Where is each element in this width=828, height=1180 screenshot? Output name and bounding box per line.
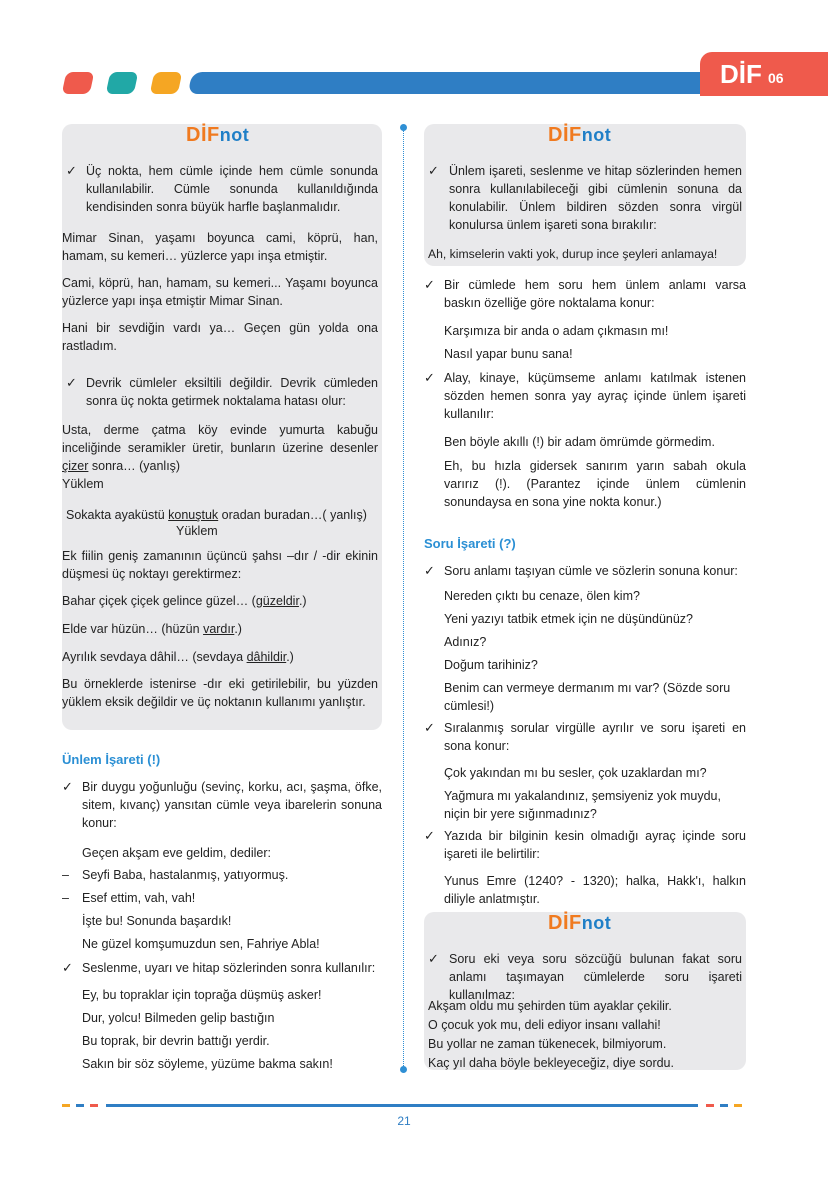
exclamation-example-7: Dur, yolcu! Bilmeden gelip bastığın: [82, 1011, 275, 1025]
left-note-example-2: Cami, köprü, han, hamam, su kemeri... Yaşamı boyunca yüzlerce yapı inşa etmiştir Mimar Sinan.: [62, 276, 378, 308]
header-tab-red: [62, 72, 95, 94]
footer-dash-orange-right: [734, 1104, 742, 1107]
example-5-verb: konuştuk: [168, 508, 219, 522]
question-example-3: Adınız?: [444, 635, 487, 649]
example-8-tail: .): [286, 650, 294, 664]
exclamation-section-title: Ünlem İşareti (!): [62, 752, 161, 767]
example-6-text: Bahar çiçek çiçek gelince güzel… (: [62, 594, 256, 608]
right-item-example-1: Karşımıza bir anda o adam çıkmasın mı!: [444, 324, 669, 338]
left-note-item-1: Üç nokta, hem cümle içinde hem cümle sonunda kullanılabilir. Cümle sonunda kullanıldığında kendisinden sonra büyük harfle başlanmalıdır.: [86, 164, 378, 214]
example-8-text: Ayrılık sevdaya dâhil… (sevdaya: [62, 650, 247, 664]
bottom-note-example-3: Bu yollar ne zaman tükenecek, bilmiyorum.: [428, 1037, 667, 1051]
example-5-label: Yüklem: [176, 524, 218, 538]
example-5-text: Sokakta ayaküstü: [66, 508, 169, 522]
left-note-title: [186, 126, 249, 144]
right-note-title: [548, 126, 611, 144]
example-4-label: Yüklem: [62, 477, 104, 491]
right-item-example-3: Ben böyle akıllı (!) bir adam ömrümde görmedim.: [444, 435, 715, 449]
left-note-example-7: [62, 620, 382, 638]
exclamation-example-6: Ey, bu topraklar için toprağa düşmüş asker!: [82, 988, 322, 1002]
example-7-tail: .): [234, 622, 242, 636]
page-number: 21: [397, 1114, 411, 1128]
footer-line: [106, 1104, 698, 1107]
exclamation-example-8: Bu toprak, bir devrin battığı yerdir.: [82, 1034, 270, 1048]
header-bar: [188, 72, 733, 94]
example-8-verb: dâhildir: [246, 650, 287, 664]
right-item-2: Alay, kinaye, küçümseme anlamı katılmak istenen sözden hemen sonra yay ayraç içinde ünlem işareti kullanılır:: [444, 371, 746, 421]
header-tab-orange: [150, 72, 183, 94]
check-icon: ✓: [428, 163, 439, 178]
example-5-tail: oradan buradan…( yanlış): [218, 508, 367, 522]
right-item-1: Bir cümlede hem soru hem ünlem anlamı varsa baskın özelliğe göre noktalama konur:: [444, 278, 746, 310]
column-divider: [403, 127, 405, 1070]
example-4-text: Usta, derme çatma köy evinde yumurta kabuğu inceliğinde seramikler üretir, bunların üzerine desenler: [62, 423, 378, 455]
note-title-not: not: [581, 125, 612, 145]
note-title-dif: DİF: [548, 912, 582, 934]
example-4-tail: sonra… (yanlış): [88, 459, 181, 473]
left-note-item-2: Devrik cümleler eksiltili değildir. Devrik cümleden sonra üç nokta getirmek noktalama hatası olur:: [86, 376, 378, 408]
footer-dash-blue-right: [720, 1104, 728, 1107]
bottom-note-item-1: Soru eki veya soru sözcüğü bulunan fakat soru anlamı taşımayan cümlelerde soru işareti kullanılmaz:: [449, 952, 742, 1002]
check-icon: ✓: [66, 375, 77, 390]
bottom-note-title: [548, 914, 611, 932]
right-item-example-4: Eh, bu hızla gidersek sanırım yarın sabah okula varırız (!). (Parantez içinde ünlem cümlenin sonundaysa en sona yine nokta konur.): [444, 459, 746, 509]
check-icon: ✓: [424, 370, 435, 385]
check-icon: ✓: [62, 779, 73, 794]
check-icon: ✓: [424, 828, 435, 843]
right-note-example-1: Ah, kimselerin vakti yok, durup ince şeyleri anlamaya!: [428, 247, 718, 261]
left-note-example-3: Hani bir sevdiğin vardı ya… Geçen gün yolda ona rastladım.: [62, 321, 378, 353]
dash-icon: –: [62, 891, 69, 905]
question-example-2: Yeni yazıyı tatbik etmek için ne düşündünüz?: [444, 612, 693, 626]
right-note-item-1: Ünlem işareti, seslenme ve hitap sözlerinden hemen sonra kullanılabileceği gibi cümlenin sonuna da konulabilir. Ünlem bildiren sözden sonra virgül konulursa ünlem işareti sona bırakılır:: [449, 164, 742, 232]
right-item-example-2: Nasıl yapar bunu sana!: [444, 347, 573, 361]
header-badge-number: 06: [768, 70, 784, 86]
bottom-note-example-1: Akşam oldu mu şehirden tüm ayaklar çekilir.: [428, 999, 672, 1013]
check-icon: ✓: [424, 277, 435, 292]
left-note-example-8: [62, 648, 382, 666]
exclamation-example-9: Sakın bir söz söyleme, yüzüme bakma sakın!: [82, 1057, 333, 1071]
note-title-dif: DİF: [186, 124, 220, 146]
exclamation-example-5: Ne güzel komşumuzdun sen, Fahriye Abla!: [82, 937, 320, 951]
exclamation-example-2: Seyfi Baba, hastalanmış, yatıyormuş.: [82, 868, 289, 882]
note-title-dif: DİF: [548, 124, 582, 146]
check-icon: ✓: [428, 951, 439, 966]
question-example-1: Nereden çıktı bu cenaze, ölen kim?: [444, 589, 640, 603]
question-example-5: Benim can vermeye dermanım mı var? (Sözde soru cümlesi!): [444, 681, 731, 713]
question-item-3: Yazıda bir bilginin kesin olmadığı ayraç içinde soru işareti ile belirtilir:: [444, 829, 746, 861]
bottom-note-example-2: O çocuk yok mu, deli ediyor insanı vallahi!: [428, 1018, 661, 1032]
footer-dash-red-left: [90, 1104, 98, 1107]
footer-dash-red-right: [706, 1104, 714, 1107]
footer-dash-blue-left: [76, 1104, 84, 1107]
left-note-paragraph-1: Ek fiilin geniş zamanının üçüncü şahsı –dır / -dir ekinin düşmesi üç noktayı gerektirmez:: [62, 549, 378, 581]
exclamation-example-3: Esef ettim, vah, vah!: [82, 891, 196, 905]
note-title-not: not: [219, 125, 250, 145]
dash-icon: –: [62, 868, 69, 882]
question-example-4: Doğum tarihiniz?: [444, 658, 538, 672]
exclamation-item-1: Bir duygu yoğunluğu (sevinç, korku, acı, şaşma, öfke, sitem, kıvanç) yansıtan cümle veya ibarelerin sonuna konur:: [82, 780, 382, 830]
footer-dash-orange-left: [62, 1104, 70, 1107]
header-tab-teal: [106, 72, 139, 94]
question-example-6: Çok yakından mı bu sesler, çok uzaklardan mı?: [444, 766, 707, 780]
question-section-title: Soru İşareti (?): [424, 536, 516, 551]
left-note-example-6: [62, 592, 382, 610]
example-7-verb: vardır: [203, 622, 235, 636]
example-6-verb: güzeldir: [255, 594, 299, 608]
question-item-2: Sıralanmış sorular virgülle ayrılır ve soru işareti en sona konur:: [444, 721, 746, 753]
question-item-1: Soru anlamı taşıyan cümle ve sözlerin sonuna konur:: [444, 564, 738, 578]
check-icon: ✓: [62, 960, 73, 975]
example-7-text: Elde var hüzün… (hüzün: [62, 622, 204, 636]
bottom-note-example-4: Kaç yıl daha böyle bekleyeceğiz, diye sordu.: [428, 1056, 674, 1070]
header-badge: [700, 52, 828, 96]
question-example-7: Yağmura mı yakalandınız, şemsiyeniz yok muydu, niçin bir yere sığınmadınız?: [444, 789, 721, 821]
check-icon: ✓: [424, 720, 435, 735]
header-badge-text: DİF: [720, 59, 762, 89]
divider-dot-top: [400, 124, 407, 131]
exclamation-example-1: Geçen akşam eve geldim, dediler:: [82, 846, 271, 860]
example-4-verb: çizer: [62, 459, 89, 473]
left-note-example-1: Mimar Sinan, yaşamı boyunca cami, köprü, han, hamam, su kemeri… yüzlerce yapı inşa etmiştir.: [62, 231, 378, 263]
check-icon: ✓: [424, 563, 435, 578]
exclamation-example-4: İşte bu! Sonunda başardık!: [82, 914, 232, 928]
check-icon: ✓: [66, 163, 77, 178]
exclamation-item-2: Seslenme, uyarı ve hitap sözlerinden sonra kullanılır:: [82, 961, 376, 975]
divider-dot-bottom: [400, 1066, 407, 1073]
example-6-tail: .): [298, 594, 307, 608]
question-example-8: Yunus Emre (1240? - 1320); halka, Hakk'ı, halkın diliyle anlatmıştır.: [444, 874, 746, 906]
left-note-example-5: [66, 506, 382, 524]
note-title-not: not: [581, 913, 612, 933]
left-note-example-4: [62, 421, 378, 475]
left-note-paragraph-2: Bu örneklerde istenirse -dır eki getirilebilir, bu yüzden yüklem eksik değildir ve üç noktanın kullanımı yanlıştır.: [62, 677, 378, 709]
